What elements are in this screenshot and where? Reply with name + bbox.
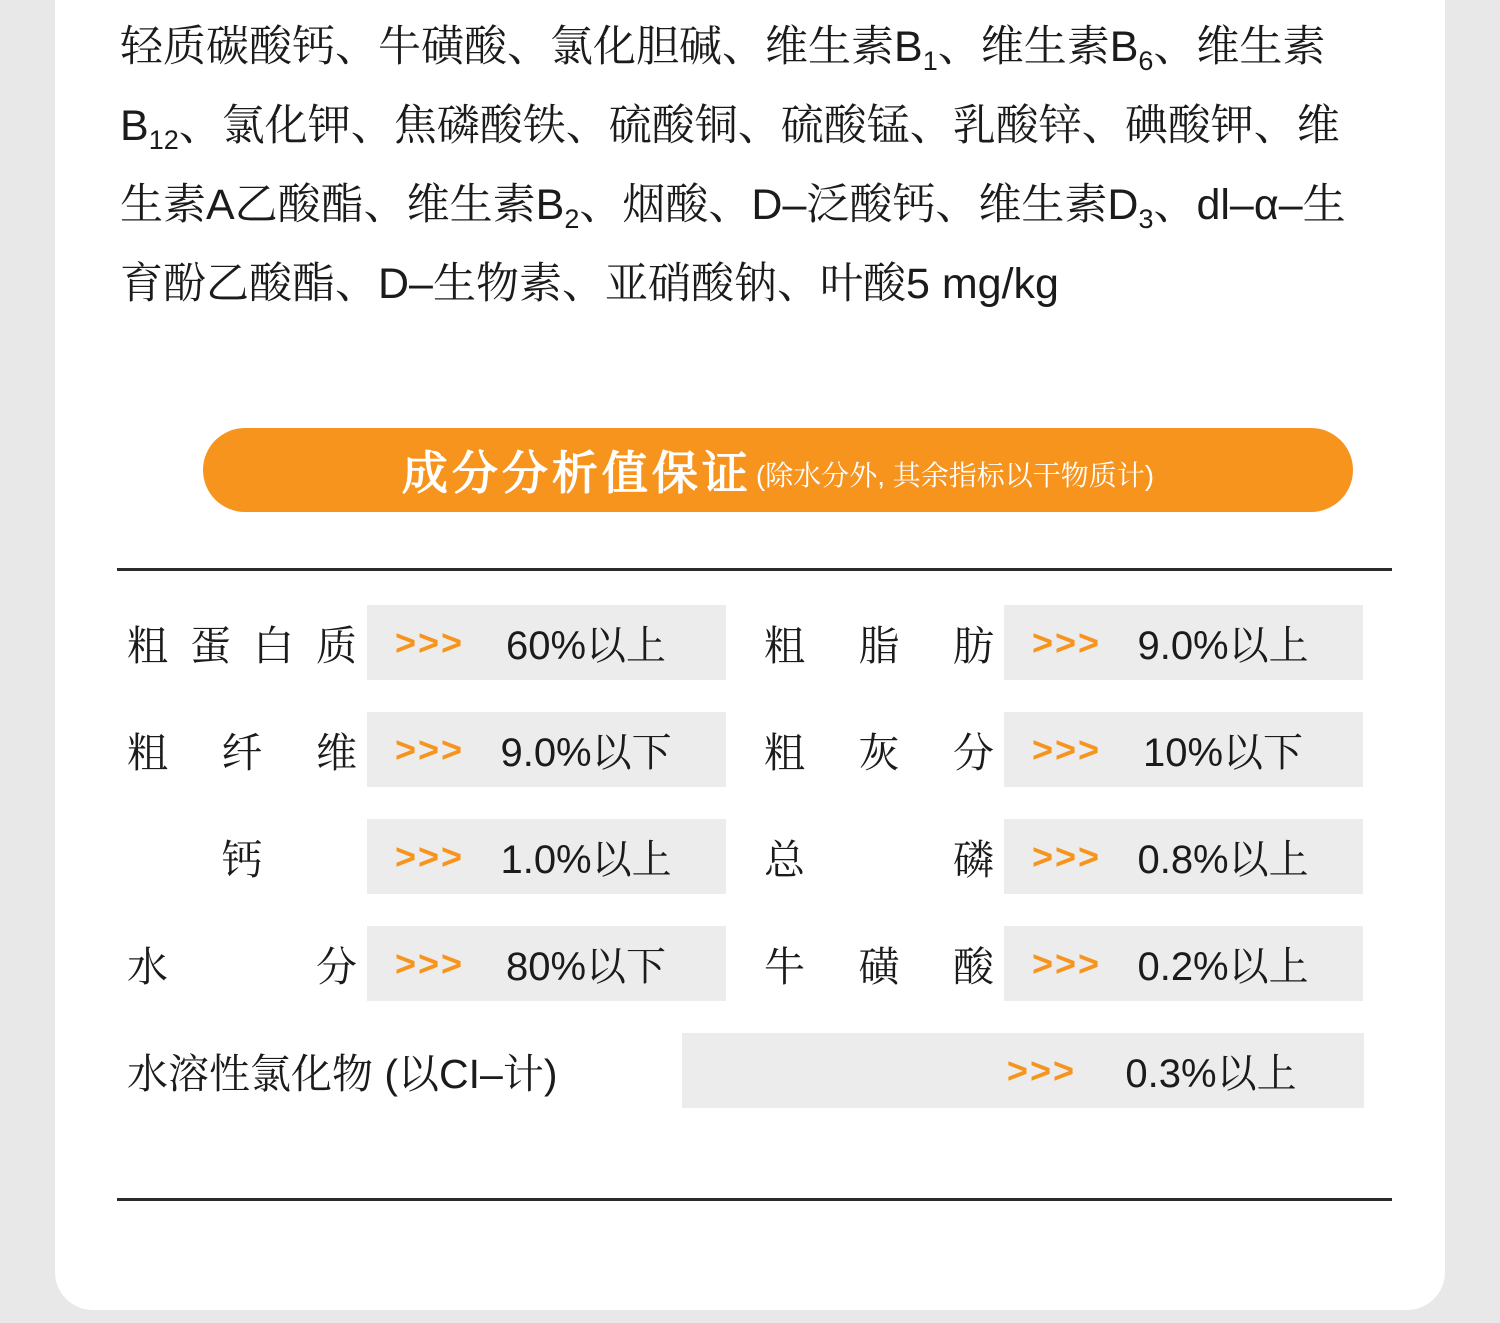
analysis-value: 1.0%以上 — [500, 838, 672, 882]
analysis-table — [117, 605, 1392, 1108]
label-char: 白 — [253, 623, 294, 669]
analysis-value-box — [1004, 819, 1363, 894]
analysis-item-total-phosphorus — [754, 819, 1391, 894]
analysis-value-box — [367, 712, 726, 787]
vitamin-b12-subscript: 12 — [148, 125, 179, 155]
arrow-icon: >>> — [1032, 835, 1102, 877]
label-char: 磷 — [953, 837, 994, 883]
product-info-card — [55, 0, 1445, 1310]
label-char: 分 — [316, 944, 357, 990]
analysis-item-crude-fiber — [117, 712, 754, 787]
analysis-value-box — [1004, 605, 1363, 680]
label-char: 磺 — [858, 944, 900, 990]
label-char: 酸 — [953, 944, 994, 990]
ingredients-text-1: 轻质碳酸钙、牛磺酸、氯化胆碱、维生素B — [120, 23, 923, 71]
label-char: 质 — [316, 623, 357, 669]
analysis-banner-title: 成分分析值保证 — [401, 447, 752, 499]
table-row — [117, 926, 1392, 1001]
arrow-icon: >>> — [1032, 621, 1102, 663]
analysis-value-box — [682, 1033, 1364, 1108]
analysis-value-box — [1004, 926, 1363, 1001]
label-char: 纤 — [221, 730, 263, 776]
analysis-label — [117, 827, 367, 886]
table-row — [117, 712, 1392, 787]
label-char: 粗 — [764, 730, 805, 776]
analysis-banner — [203, 428, 1353, 512]
analysis-item-water-soluble-chloride — [117, 1033, 1392, 1108]
table-row — [117, 605, 1392, 680]
label-char: 总 — [764, 837, 805, 883]
table-bottom-divider — [117, 1198, 1392, 1201]
label-char: 肪 — [953, 623, 994, 669]
analysis-item-crude-protein — [117, 605, 754, 680]
analysis-label — [754, 613, 1004, 672]
analysis-item-moisture — [117, 926, 754, 1001]
arrow-icon: >>> — [1032, 728, 1102, 770]
label-char: 维 — [316, 730, 357, 776]
analysis-label — [117, 720, 367, 779]
ingredients-text-6: 、dl–α–生育酚乙酸酯、D–生物素、亚硝酸钠、叶酸5 mg/kg — [120, 181, 1346, 308]
label-char: 水 — [127, 944, 168, 990]
analysis-value: 10%以下 — [1143, 731, 1304, 775]
analysis-value-box — [367, 605, 726, 680]
analysis-item-crude-fat — [754, 605, 1391, 680]
analysis-label: 水溶性氯化物 (以CI–计) — [127, 1051, 558, 1097]
analysis-value-box — [1004, 712, 1363, 787]
ingredients-text-2: 、维生素B — [937, 23, 1139, 71]
label-char: 牛 — [764, 944, 805, 990]
analysis-item-crude-ash — [754, 712, 1391, 787]
arrow-icon: >>> — [1032, 942, 1102, 984]
label-char: 钙 — [221, 837, 263, 883]
table-top-divider — [117, 568, 1392, 571]
analysis-value: 60%以上 — [506, 624, 667, 668]
analysis-value: 9.0%以上 — [1137, 624, 1309, 668]
ingredients-text-4: 、氯化钾、焦磷酸铁、硫酸铜、硫酸锰、乳酸锌、碘酸钾、维生素A乙酸酯、维生素B — [120, 102, 1340, 229]
analysis-value: 0.3%以上 — [1125, 1052, 1297, 1096]
vitamin-b6-subscript: 6 — [1138, 46, 1154, 76]
label-char: 脂 — [858, 623, 900, 669]
arrow-icon: >>> — [1006, 1049, 1076, 1091]
ingredients-text-3: 、维生素B — [120, 23, 1326, 150]
analysis-label — [754, 827, 1004, 886]
vitamin-b2-subscript: 2 — [564, 204, 580, 234]
label-char: 分 — [953, 730, 994, 776]
analysis-value: 80%以下 — [506, 945, 667, 989]
label-char: 灰 — [858, 730, 900, 776]
ingredients-paragraph — [120, 10, 1355, 321]
label-char: 蛋 — [190, 623, 231, 669]
analysis-value: 0.2%以上 — [1137, 945, 1309, 989]
vitamin-b1-subscript: 1 — [922, 46, 938, 76]
ingredients-text-5: 、烟酸、D–泛酸钙、维生素D — [579, 181, 1139, 229]
label-char: 粗 — [127, 730, 168, 776]
analysis-value-box — [367, 926, 726, 1001]
analysis-label — [117, 934, 367, 993]
analysis-label — [754, 720, 1004, 779]
arrow-icon: >>> — [395, 728, 465, 770]
vitamin-d3-subscript: 3 — [1138, 204, 1154, 234]
table-row — [117, 819, 1392, 894]
analysis-label — [117, 613, 367, 672]
analysis-item-taurine — [754, 926, 1391, 1001]
analysis-item-calcium — [117, 819, 754, 894]
label-char: 粗 — [764, 623, 805, 669]
analysis-value-box — [367, 819, 726, 894]
analysis-banner-note: (除水分外, 其余指标以干物质计) — [755, 460, 1155, 491]
analysis-value: 0.8%以上 — [1137, 838, 1309, 882]
analysis-value: 9.0%以下 — [500, 731, 672, 775]
arrow-icon: >>> — [395, 942, 465, 984]
arrow-icon: >>> — [395, 621, 465, 663]
label-char: 粗 — [127, 623, 168, 669]
arrow-icon: >>> — [395, 835, 465, 877]
analysis-label — [754, 934, 1004, 993]
